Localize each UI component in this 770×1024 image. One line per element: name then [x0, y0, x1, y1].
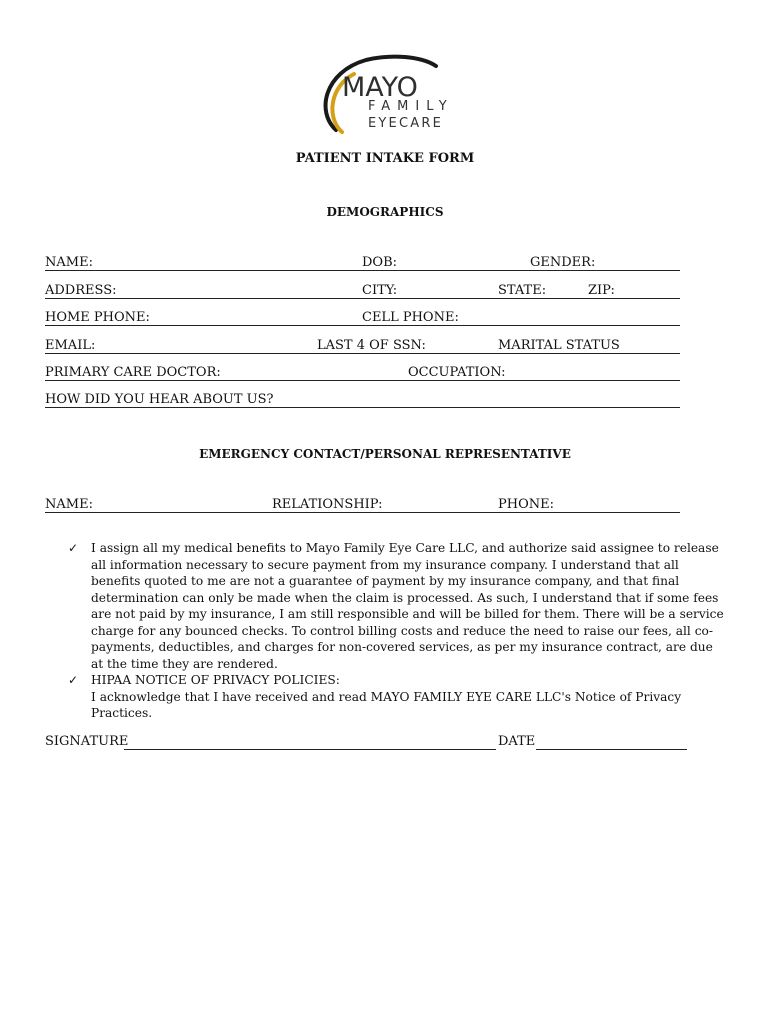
logo-text-eyecare: EYECARE — [368, 116, 443, 131]
section-demographics-heading: DEMOGRAPHICS — [326, 205, 444, 219]
checkmark-icon: ✓ — [68, 541, 79, 555]
state-field[interactable] — [498, 283, 586, 299]
email-field[interactable] — [45, 338, 315, 354]
emergency-name-label: NAME: — [45, 497, 93, 512]
signature-field[interactable] — [124, 734, 496, 750]
zip-field[interactable] — [588, 283, 680, 299]
hipaa-heading: HIPAA NOTICE OF PRIVACY POLICIES: — [91, 673, 340, 687]
zip-label: ZIP: — [588, 283, 615, 298]
date-field[interactable] — [536, 734, 687, 750]
state-label: STATE: — [498, 283, 547, 298]
address-field[interactable] — [45, 283, 360, 299]
ssn-label: LAST 4 OF SSN: — [317, 338, 426, 353]
emergency-relationship-field[interactable] — [272, 497, 496, 513]
date-label: DATE — [498, 734, 536, 749]
occupation-field[interactable] — [408, 365, 680, 381]
section-emergency-heading: EMERGENCY CONTACT/PERSONAL REPRESENTATIVE — [199, 447, 571, 461]
list-item — [68, 540, 728, 672]
form-title: PATIENT INTAKE FORM — [295, 151, 475, 166]
pcp-label: PRIMARY CARE DOCTOR: — [45, 365, 221, 380]
gender-field[interactable] — [530, 255, 680, 271]
logo-text-family: FAMILY — [368, 99, 454, 114]
address-label: ADDRESS: — [45, 283, 117, 298]
cell-phone-field[interactable] — [362, 310, 680, 326]
pcp-field[interactable] — [45, 365, 406, 381]
city-label: CITY: — [362, 283, 398, 298]
cell-phone-label: CELL PHONE: — [362, 310, 459, 325]
dob-label: DOB: — [362, 255, 398, 270]
gender-label: GENDER: — [530, 255, 596, 270]
company-logo — [306, 52, 476, 136]
checkmark-icon: ✓ — [68, 673, 79, 687]
referral-label: HOW DID YOU HEAR ABOUT US? — [45, 392, 274, 407]
emergency-relationship-label: RELATIONSHIP: — [272, 497, 383, 512]
name-field[interactable] — [45, 255, 360, 271]
referral-field[interactable] — [45, 392, 680, 408]
marital-status-field[interactable] — [498, 338, 680, 354]
email-label: EMAIL: — [45, 338, 96, 353]
ssn-field[interactable] — [317, 338, 496, 354]
occupation-label: OCCUPATION: — [408, 365, 506, 380]
hipaa-text: I acknowledge that I have received and read MAYO FAMILY EYE CARE LLC's Notice of Privacy Practices. — [91, 689, 682, 720]
acknowledgement-list — [68, 540, 728, 722]
city-field[interactable] — [362, 283, 496, 299]
home-phone-field[interactable] — [45, 310, 360, 326]
logo-text-mayo: MAYO — [342, 72, 418, 103]
emergency-name-field[interactable] — [45, 497, 270, 513]
marital-status-label: MARITAL STATUS — [498, 338, 620, 353]
home-phone-label: HOME PHONE: — [45, 310, 150, 325]
emergency-phone-field[interactable] — [498, 497, 680, 513]
name-label: NAME: — [45, 255, 93, 270]
dob-field[interactable] — [362, 255, 527, 271]
assignment-of-benefits-text: I assign all my medical benefits to Mayo Family Eye Care LLC, and authorize said assignee to release all information necessary to secure payment from my insurance company. I understand that all benefits quoted to me are not a guarantee of payment by my insurance company, and that final determination can only be made when the claim is processed. As such, I understand that if some fees are not paid by my insurance, I am still responsible and will be billed for them. There will be a service charge for any bounced checks. To control billing costs and reduce the need to raise our fees, all co-payments, deductibles, and charges for non-covered services, as per my insurance contract, are due at the time they are rendered. — [91, 541, 724, 671]
emergency-phone-label: PHONE: — [498, 497, 554, 512]
signature-label: SIGNATURE — [45, 734, 129, 749]
list-item — [68, 672, 728, 722]
